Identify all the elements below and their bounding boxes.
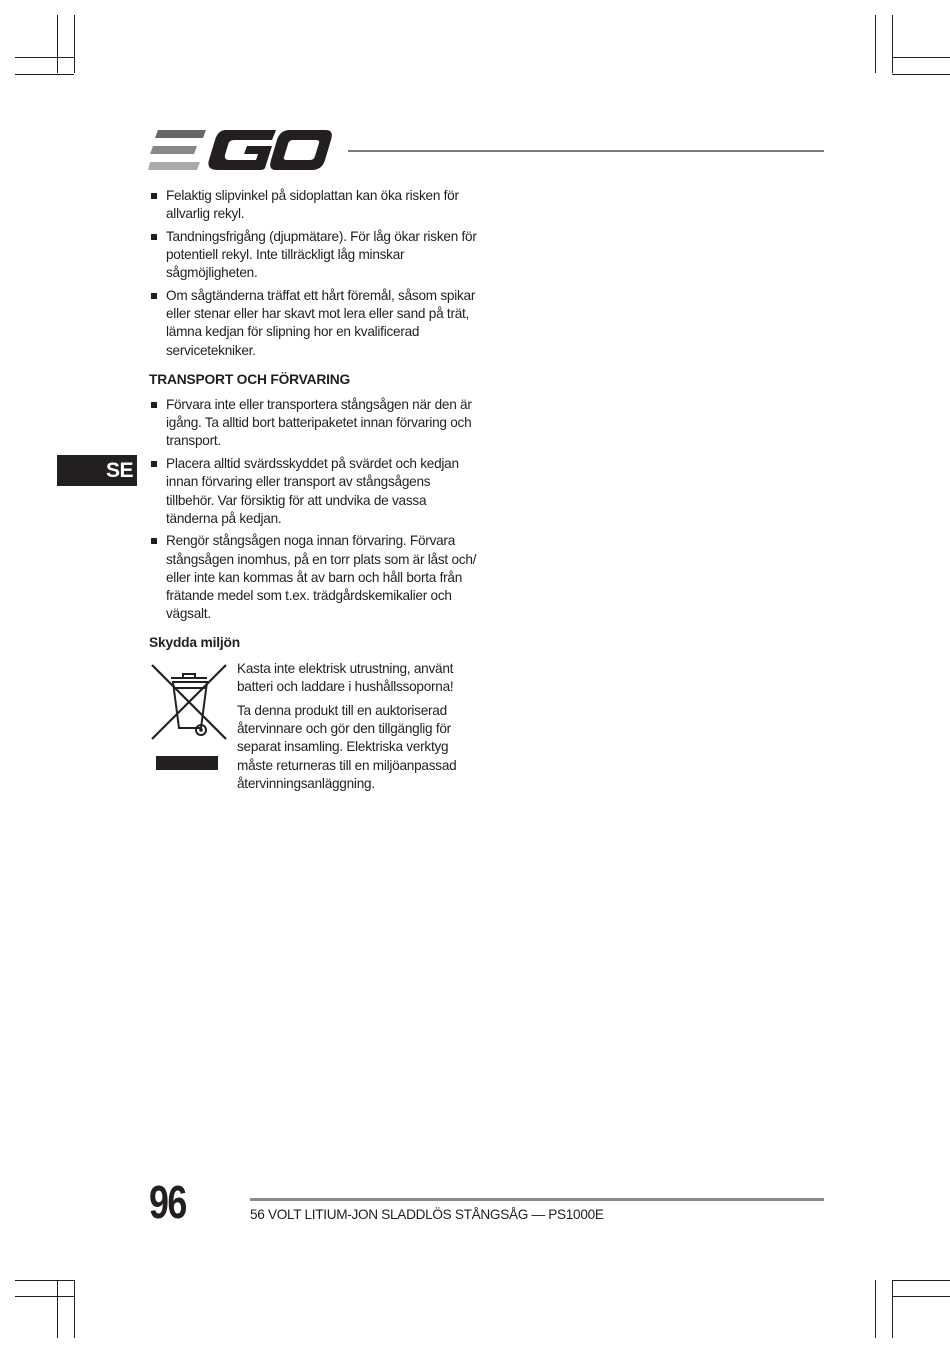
footer-rule [250,1198,824,1201]
crop-mark [875,1280,876,1338]
list-item: Om sågtänderna träffat ett hårt föremål, såsom spikar eller stenar eller har skavt mot lera eller sand på trät, lämna kedjan för slipning hor en kvalificerad servicetekniker. [149,287,479,360]
crop-mark [892,1296,950,1297]
transport-bullet-list [149,396,479,623]
transport-heading: TRANSPORT OCH FÖRVARING [149,371,351,387]
crop-mark [15,74,74,75]
list-item: Felaktig slipvinkel på sidoplattan kan öka risken för allvarlig rekyl. [149,187,479,223]
list-item: Förvara inte eller transportera stångsågen när den är igång. Ta alltid bort batteripaketet innan förvaring och transport. [149,396,479,451]
crop-mark [892,74,950,75]
crop-mark [57,15,58,73]
crop-mark [74,15,75,73]
crop-mark [875,15,876,73]
environment-text [237,660,477,793]
list-item: Tandningsfrigång (djupmätare). För låg ökar risken för potentiell rekyl. Inte tillräckligt låg minskar sågmöjligheten. [149,228,479,283]
environment-paragraph: Ta denna produkt till en auktoriserad återvinnare och gör den tillgänglig för separat insamling. Elektriska verktyg måste returneras till en miljöanpassad återvinningsanläggning. [237,703,457,791]
intro-bullet-list [149,187,479,360]
language-tab: SE [57,455,137,486]
environment-heading: Skydda miljön [149,635,240,651]
ego-logo [148,128,332,172]
footer-product-line: 56 VOLT LITIUM-JON SLADDLÖS STÅNGSÅG — PS1000E [250,1207,604,1222]
crop-mark [892,1280,950,1281]
crop-mark [15,1296,74,1297]
crop-mark [57,1280,58,1338]
weee-crossed-bin-icon [149,662,229,770]
crop-mark [15,57,74,58]
main-content [149,187,479,799]
page-number: 96 [149,1176,186,1228]
crop-mark [74,1280,75,1338]
crop-mark [892,1280,893,1338]
crop-mark [15,1280,74,1281]
environment-paragraph: Kasta inte elektrisk utrustning, använt batteri och laddare i hushållssoporna! [237,660,454,694]
crop-mark [892,15,893,73]
environment-block [149,660,479,793]
header-rule [348,150,824,152]
list-item: Rengör stångsågen noga innan förvaring. Förvara stångsågen inomhus, på en torr plats som är låst och/ eller inte kan kommas åt av barn och håll borta från frätande medel som t.ex. trädgårdskemikalier och vägsalt. [149,532,479,623]
list-item: Placera alltid svärdsskyddet på svärdet och kedjan innan förvaring eller transport av stångsågens tillbehör. Var försiktig för att undvika de vassa tänderna på kedjan. [149,455,479,528]
crop-mark [892,57,950,58]
